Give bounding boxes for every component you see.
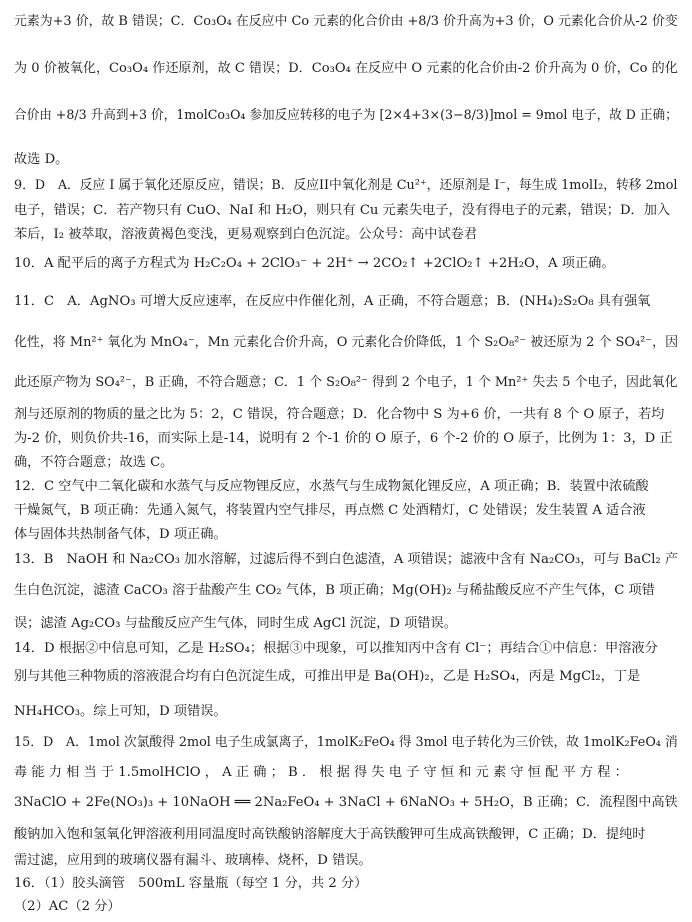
text-line-13: 为-2 价，则负价共-16，而实际上是-14，说明有 2 个-1 价的 O 原子，6 个-2 价的 O 原子，比例为 1：3，D 正 xyxy=(14,431,673,446)
text-line-9: 11．C A．AgNO₃ 可增大反应速率，在反应中作催化剂，A 正确，不符合题意；B．(NH₄)₂S₂O₈ 具有强氧 xyxy=(14,294,651,309)
text-line-17: 体与固体共热制备气体，D 项正确。 xyxy=(14,527,227,542)
text-line-29: 16．（1）胶头滴管 500mL 容量瓶（每空 1 分，共 2 分） xyxy=(14,876,368,891)
text-line-24: 15．D A．1mol 次氯酸得 2mol 电子生成氯离子，1molK₂FeO₄ 得 3mol 电子转化为三价铁，故 1molK₂FeO₄ 消 xyxy=(14,735,678,750)
text-line-19: 生白色沉淀，滤渣 CaCO₃ 溶于盐酸产生 CO₂ 气体，B 项正确；Mg(OH)₂ 与稀盐酸反应不产生气体，C 项错 xyxy=(14,583,655,598)
text-line-4: 故选 D。 xyxy=(14,152,69,167)
text-line-27: 酸钠加入饱和氢氧化钾溶液利用同温度时高铁酸钠溶解度大于高铁酸钾可生成高铁酸钾，C 正确；D．提纯时 xyxy=(14,827,646,842)
text-line-15: 12．C 空气中二氧化碳和水蒸气与反应物锂反应，水蒸气与生成物氮化锂反应，A 项正确；B．装置中浓硫酸 xyxy=(14,479,649,494)
text-line-22: 别与其他三种物质的溶液混合均有白色沉淀生成，可推出甲是 Ba(OH)₂，乙是 H₂SO₄，丙是 MgCl₂，丁是 xyxy=(14,669,641,684)
text-line-1: 元素为+3 价，故 B 错误；C．Co₃O₄ 在反应中 Co 元素的化合价由 +8/3 价升高为+3 价，O 元素化合价从-2 价变 xyxy=(14,14,678,29)
text-line-11: 此还原产物为 SO₄²⁻，B 正确，不符合题意；C．1 个 S₂O₈²⁻ 得到 2 个电子，1 个 Mn²⁺ 失去 5 个电子，因此氧化 xyxy=(14,375,678,390)
text-line-30: （2）AC（2 分） xyxy=(14,899,121,914)
text-line-2: 为 0 价被氧化，Co₃O₄ 作还原剂，故 C 错误；D．Co₃O₄ 在反应中 O 元素的化合价由-2 价升高为 0 价，Co 的化 xyxy=(14,61,678,76)
text-line-20: 误；滤渣 Ag₂CO₃ 与盐酸反应产生气体，同时生成 AgCl 沉淀，D 项错误。 xyxy=(14,616,457,631)
text-line-16: 干燥氮气，B 项正确：先通入氮气，将装置内空气排尽，再点燃 C 处酒精灯，C 处错误；发生装置 A 适合液 xyxy=(14,503,646,518)
text-line-8: 10．A 配平后的离子方程式为 H₂C₂O₄ + 2ClO₃⁻ + 2H⁺ → 2CO₂↑ +2ClO₂↑ +2H₂O，A 项正确。 xyxy=(14,256,615,271)
text-line-12: 剂与还原剂的物质的量之比为 5：2，C 错误，符合题意；D．化合物中 S 为+6 价，一共有 8 个 O 原子，若均 xyxy=(14,407,665,422)
text-line-25: 毒 能 力 相 当 于 1.5molHClO ， A 正 确 ； B ． 根 据 得 失 电 子 守 恒 和 元 素 守 恒 配 平 方 程 ： xyxy=(14,765,628,780)
text-line-10: 化性，将 Mn²⁺ 氧化为 MnO₄⁻，Mn 元素化合价升高，O 元素化合价降低，1 个 S₂O₈²⁻ 被还原为 2 个 SO₄²⁻，因 xyxy=(14,335,679,350)
text-line-26: 3NaClO + 2Fe(NO₃)₃ + 10NaOH ══ 2Na₂FeO₄ + 3NaCl + 6NaNO₃ + 5H₂O，B 正确；C．流程图中高铁 xyxy=(14,795,678,810)
text-line-3: 合价由 +8/3 升高到+3 价，1molCo₃O₄ 参加反应转移的电子为 [2×4+3×(3−8/3)]mol = 9mol 电子，故 D 正确； xyxy=(14,108,678,123)
text-line-7: 苯后，I₂ 被萃取，溶液黄褐色变浅，更易观察到白色沉淀。公众号：高中试卷君 xyxy=(14,227,478,242)
text-line-14: 确，不符合题意；故选 C。 xyxy=(14,455,174,470)
text-line-18: 13．B NaOH 和 Na₂CO₃ 加水溶解，过滤后得不到白色滤渣，A 项错误；滤液中含有 Na₂CO₃，可与 BaCl₂ 产 xyxy=(14,552,678,567)
text-line-21: 14．D 根据②中信息可知，乙是 H₂SO₄；根据③中现象，可以推知丙中含有 Cl⁻；再结合①中信息：甲溶液分 xyxy=(14,641,658,656)
text-line-6: 电子，错误；C．若产物只有 CuO、NaI 和 H₂O，则只有 Cu 元素失电子，没有得电子的元素，错误；D．加入 xyxy=(14,203,671,218)
text-line-28: 需过滤，应用到的玻璃仪器有漏斗、玻璃棒、烧杯，D 错误。 xyxy=(14,853,372,868)
text-line-23: NH₄HCO₃。综上可知，D 项错误。 xyxy=(14,704,227,719)
text-line-5: 9．D A．反应 I 属于氧化还原反应，错误；B．反应II中氧化剂是 Cu²⁺，还原剂是 I⁻，每生成 1molI₂，转移 2mol xyxy=(14,178,678,193)
